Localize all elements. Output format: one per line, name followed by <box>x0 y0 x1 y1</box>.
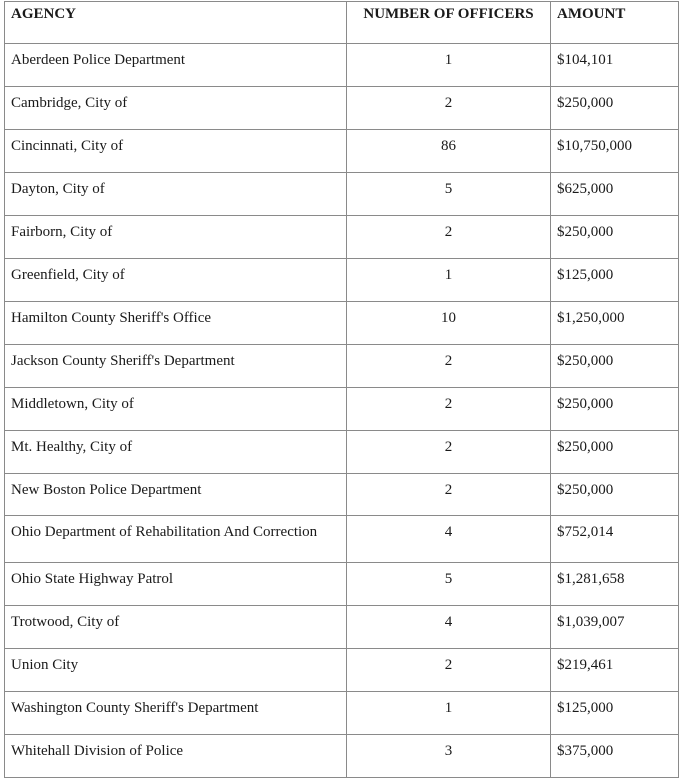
officers-cell: 2 <box>347 387 551 430</box>
agency-cell: Cincinnati, City of <box>5 129 347 172</box>
amount-cell: $250,000 <box>551 215 679 258</box>
officers-cell: 2 <box>347 473 551 516</box>
agency-cell: Cambridge, City of <box>5 86 347 129</box>
table-row <box>5 215 679 258</box>
agency-cell: Whitehall Division of Police <box>5 734 347 777</box>
agency-cell: Middletown, City of <box>5 387 347 430</box>
table-row <box>5 258 679 301</box>
agency-cell: Greenfield, City of <box>5 258 347 301</box>
agency-cell: Ohio State Highway Patrol <box>5 562 347 605</box>
agency-cell: Dayton, City of <box>5 172 347 215</box>
officers-cell: 5 <box>347 562 551 605</box>
officers-cell: 2 <box>347 430 551 473</box>
amount-cell: $250,000 <box>551 86 679 129</box>
officers-funding-table <box>4 1 679 778</box>
table-row <box>5 605 679 648</box>
table-row <box>5 516 679 563</box>
amount-cell: $250,000 <box>551 430 679 473</box>
officers-cell: 2 <box>347 648 551 691</box>
amount-cell: $125,000 <box>551 258 679 301</box>
amount-cell: $219,461 <box>551 648 679 691</box>
table-row <box>5 562 679 605</box>
agency-cell: Washington County Sheriff's Department <box>5 691 347 734</box>
table-row <box>5 344 679 387</box>
officers-column-header: NUMBER OF OFFICERS <box>347 2 551 44</box>
agency-cell: New Boston Police Department <box>5 473 347 516</box>
table-row <box>5 473 679 516</box>
table-row <box>5 648 679 691</box>
agency-cell: Hamilton County Sheriff's Office <box>5 301 347 344</box>
agency-cell: Fairborn, City of <box>5 215 347 258</box>
agency-cell: Mt. Healthy, City of <box>5 430 347 473</box>
amount-cell: $1,281,658 <box>551 562 679 605</box>
table-row <box>5 691 679 734</box>
officers-cell: 2 <box>347 215 551 258</box>
officers-cell: 2 <box>347 344 551 387</box>
table-row <box>5 734 679 777</box>
amount-cell: $625,000 <box>551 172 679 215</box>
table-row <box>5 44 679 87</box>
officers-cell: 86 <box>347 129 551 172</box>
officers-cell: 4 <box>347 605 551 648</box>
officers-cell: 1 <box>347 258 551 301</box>
table-header-row <box>5 2 679 44</box>
officers-cell: 5 <box>347 172 551 215</box>
table-row <box>5 129 679 172</box>
agency-cell: Jackson County Sheriff's Department <box>5 344 347 387</box>
officers-cell: 3 <box>347 734 551 777</box>
agency-cell: Ohio Department of Rehabilitation And Correction <box>5 516 347 563</box>
officers-cell: 1 <box>347 44 551 87</box>
officers-cell: 4 <box>347 516 551 563</box>
amount-cell: $250,000 <box>551 387 679 430</box>
agency-cell: Aberdeen Police Department <box>5 44 347 87</box>
table-row <box>5 301 679 344</box>
amount-cell: $752,014 <box>551 516 679 563</box>
amount-cell: $375,000 <box>551 734 679 777</box>
agency-cell: Union City <box>5 648 347 691</box>
agency-column-header: AGENCY <box>5 2 347 44</box>
officers-cell: 10 <box>347 301 551 344</box>
amount-cell: $1,039,007 <box>551 605 679 648</box>
officers-cell: 2 <box>347 86 551 129</box>
table-row <box>5 172 679 215</box>
agency-cell: Trotwood, City of <box>5 605 347 648</box>
amount-cell: $250,000 <box>551 344 679 387</box>
amount-cell: $104,101 <box>551 44 679 87</box>
table-row <box>5 86 679 129</box>
amount-column-header: AMOUNT <box>551 2 679 44</box>
amount-cell: $10,750,000 <box>551 129 679 172</box>
table-row <box>5 387 679 430</box>
amount-cell: $1,250,000 <box>551 301 679 344</box>
table-row <box>5 430 679 473</box>
amount-cell: $250,000 <box>551 473 679 516</box>
officers-cell: 1 <box>347 691 551 734</box>
amount-cell: $125,000 <box>551 691 679 734</box>
